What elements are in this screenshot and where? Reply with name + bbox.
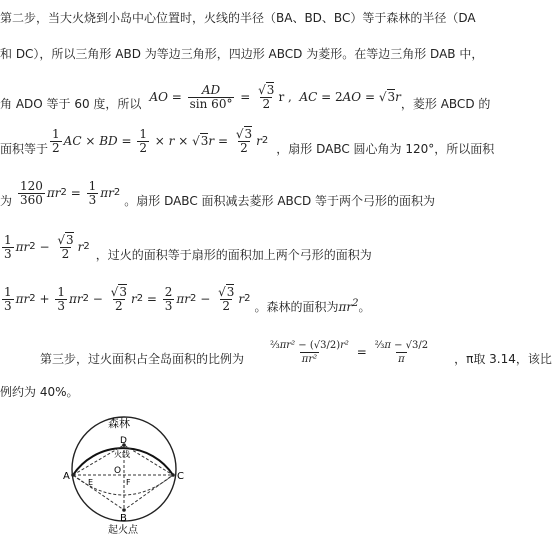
formula-ratio: $\frac{\text{⅔πr² − (√3/2)r²}}{\text{πr²}}$ = $\frac{\text{⅔π − √3/2}}{\pi}$ — [270, 339, 429, 365]
text-line-7 — [0, 282, 371, 316]
forest-fire-diagram — [60, 405, 190, 535]
formula-ao: AO = $\frac{AD}{\sin 60^\circ}$ = $\frac{√3}{2}$ r , AC = 2 AO = √3 r — [149, 82, 401, 111]
label-d: D — [120, 436, 127, 446]
label-start: 起火点 — [108, 525, 138, 536]
text-line-5-a: 为 — [0, 194, 13, 208]
formula-rhombus-area: $\frac{1}{2}$ AC × BD = $\frac{1}{2}$ × r × √3 r = $\frac{√3}{2}$ r 2 — [52, 126, 269, 155]
text-line-5 — [0, 176, 435, 210]
text-line-7-c: 。 — [358, 300, 371, 314]
text-line-4-a: 面积等于 — [0, 142, 49, 156]
text-line-8 — [40, 328, 552, 376]
formula-forest-area: $\pi r^2$ — [338, 297, 359, 314]
text-line-7-b: 。森林的面积为 — [254, 300, 339, 314]
text-line-6 — [0, 230, 372, 264]
text-line-1: 第二步，当大火烧到小岛中心位置时，火线的半径（BA、BD、BC）等于森林的半径（DA — [0, 11, 476, 25]
text-line-4-b: ，扇形 DABC 圆心角为 120°，所以面积 — [276, 142, 495, 156]
point-c — [171, 473, 175, 477]
label-a: A — [63, 471, 70, 482]
label-f: F — [126, 478, 131, 487]
text-line-9: 例约为 40%。 — [0, 385, 79, 399]
text-line-6-b: ，过火的面积等于扇形的面积加上两个弓形的面积为 — [95, 248, 372, 262]
text-line-5-b: 。扇形 DABC 面积减去菱形 ABCD 等于两个弓形的面积为 — [124, 194, 435, 208]
point-b — [122, 508, 126, 512]
text-line-4 — [0, 124, 494, 158]
text-step3-b: ，π取 3.14，该比 — [454, 352, 552, 366]
formula-segments: $\frac{1}{3}$ πr 2 − $\frac{√3}{2}$ r 2 — [4, 232, 90, 261]
text-line-3-a: 角 ADO 等于 60 度，所以 — [0, 97, 142, 111]
formula-sector-area: $\frac{120}{360}$ πr 2 = $\frac{1}{3}$ πr 2 — [20, 178, 121, 207]
label-b: B — [120, 513, 127, 524]
label-fire: 火线 — [114, 450, 130, 459]
label-o: O — [114, 466, 122, 476]
text-line-3-b: ，菱形 ABCD 的 — [400, 97, 491, 111]
text-line-3 — [0, 82, 490, 112]
label-e: E — [88, 478, 94, 487]
point-a — [71, 473, 75, 477]
text-step3-a: 第三步，过火面积占全岛面积的比例为 — [40, 352, 245, 366]
text-line-2: 和 DC），所以三角形 ABD 为等边三角形，四边形 ABCD 为菱形。在等边三角形 DAB 中， — [0, 47, 484, 61]
label-c: C — [177, 471, 184, 482]
label-forest: 森林 — [108, 417, 130, 430]
formula-burned-area: $\frac{1}{3}$ πr 2 + $\frac{1}{3}$ πr 2 − $\frac{√3}{2}$ r 2 = $\frac{2}{3}$ πr 2 − $\frac{√3}{2}$ r 2 — [4, 284, 251, 313]
